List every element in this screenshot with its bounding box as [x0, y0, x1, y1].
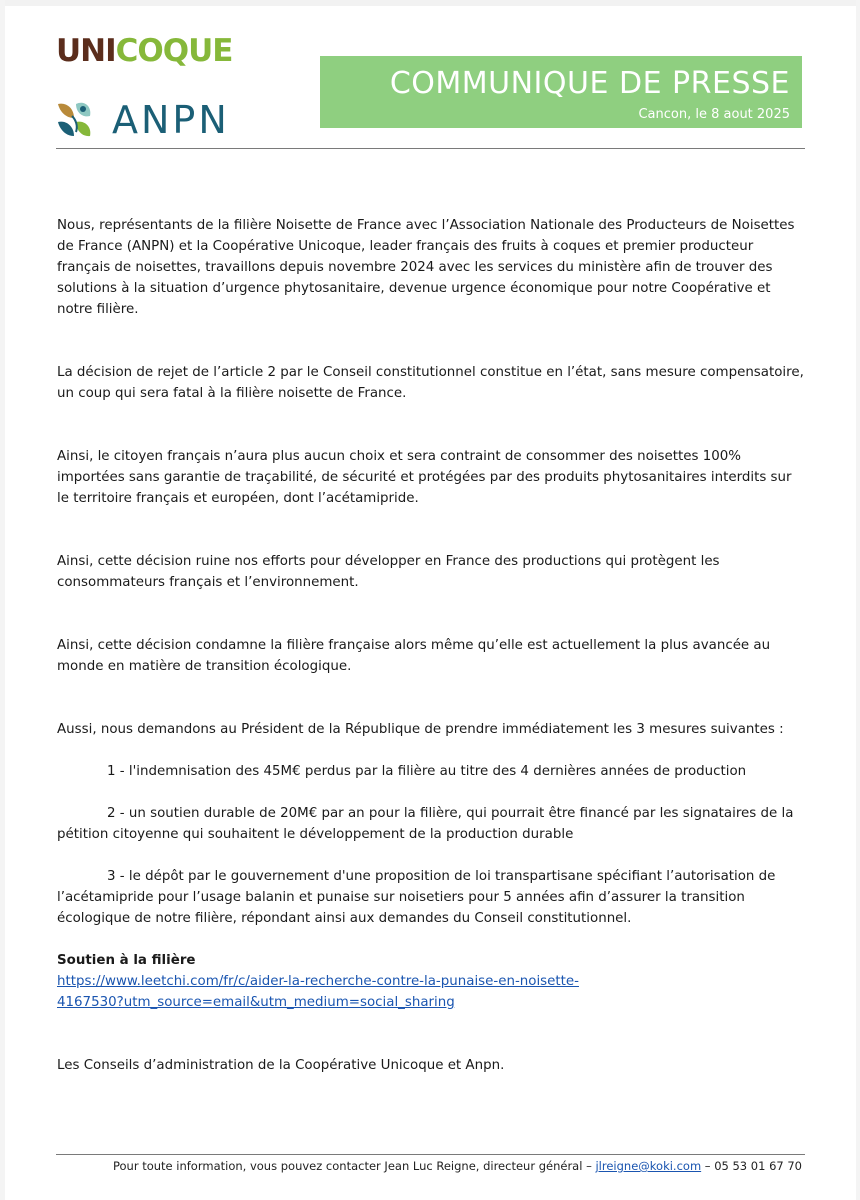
- unicoque-logo: [56, 33, 233, 69]
- measure-item: 1 - l'indemnisation des 45M€ perdus par la filière au titre des 4 dernières années de production: [107, 764, 747, 779]
- paragraph: Ainsi, cette décision ruine nos efforts pour développer en France des productions qui protègent les consommateurs français et l’environnement.: [57, 554, 720, 590]
- support-link-line[interactable]: https://www.leetchi.com/fr/c/aider-la-recherche-contre-la-punaise-en-noisette-: [57, 974, 579, 989]
- page-title: COMMUNIQUE DE PRESSE: [389, 66, 790, 101]
- support-heading: Soutien à la filière: [57, 953, 196, 968]
- page-edge: [0, 0, 860, 6]
- paragraph: Aussi, nous demandons au Président de la République de prendre immédiatement les 3 mesures suivantes :: [57, 722, 784, 737]
- footer-divider: [56, 1154, 805, 1155]
- contact-email-link[interactable]: jlreigne@koki.com: [595, 1159, 702, 1173]
- support-link[interactable]: [57, 971, 807, 1013]
- anpn-logo: [56, 100, 230, 140]
- header-divider: [56, 148, 805, 149]
- footer-phone: – 05 53 01 67 70: [704, 1159, 802, 1173]
- contact-footer: [56, 1159, 802, 1173]
- logo-text-part2: COQUE: [115, 33, 233, 69]
- page-edge: [856, 0, 860, 1200]
- anpn-emblem-icon: [56, 100, 96, 140]
- paragraph: Ainsi, le citoyen français n’aura plus aucun choix et sera contraint de consommer des noisettes 100% importées sans garantie de traçabilité, de sécurité et protégées par des produits phytosanitaires interdits sur le territoire français et européen, dont l’acétamipride.: [57, 449, 792, 506]
- signature: Les Conseils d’administration de la Coopérative Unicoque et Anpn.: [57, 1058, 505, 1073]
- page-edge: [0, 0, 5, 1200]
- footer-text: Pour toute information, vous pouvez contacter Jean Luc Reigne, directeur général –: [112, 1159, 592, 1173]
- anpn-wordmark: ANPN: [112, 98, 230, 142]
- paragraph: Nous, représentants de la filière Noisette de France avec l’Association Nationale des Producteurs de Noisettes de France (ANPN) et la Coopérative Unicoque, leader français des fruits à coques et premier producteur français de noisettes, travaillons depuis novembre 2024 avec les services du ministère afin de trouver des solutions à la situation d’urgence phytosanitaire, devenue urgence économique pour notre Coopérative et notre filière.: [57, 218, 795, 317]
- logo-text-part1: UNI: [56, 33, 116, 69]
- release-date: Cancon, le 8 aout 2025: [638, 107, 790, 122]
- paragraph: Ainsi, cette décision condamne la filière française alors même qu’elle est actuellement la plus avancée au monde en matière de transition écologique.: [57, 638, 771, 674]
- measure-item: 3 - le dépôt par le gouvernement d'une proposition de loi transpartisane spécifiant l’autorisation de l’acétamipride pour l’usage balanin et punaise sur noisetiers pour 5 années afin d’assurer la transition écologique de notre filière, répondant ainsi aux demandes du Conseil constitutionnel.: [57, 869, 776, 926]
- measure-item: 2 - un soutien durable de 20M€ par an pour la filière, qui pourrait être financé par les signataires de la pétition citoyenne qui souhaitent le développement de la production durable: [57, 806, 794, 842]
- press-release-banner: [320, 56, 802, 128]
- paragraph: La décision de rejet de l’article 2 par le Conseil constitutionnel constitue en l’état, sans mesure compensatoire, un coup qui sera fatal à la filière noisette de France.: [57, 365, 804, 401]
- support-link-line[interactable]: 4167530?utm_source=email&utm_medium=social_sharing: [57, 995, 455, 1010]
- press-release-body: [57, 215, 807, 1076]
